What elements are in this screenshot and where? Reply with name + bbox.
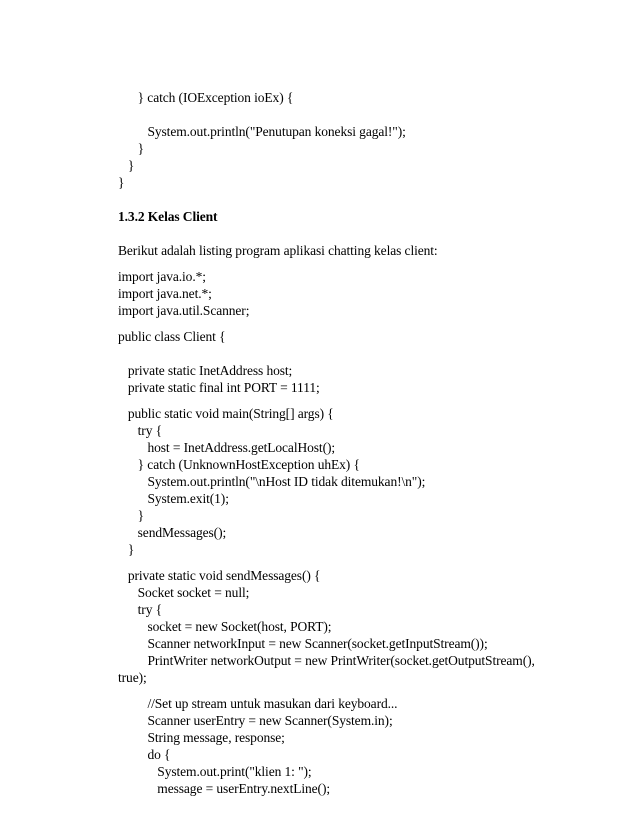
- code-line: private static void sendMessages() {: [118, 568, 321, 583]
- code-line: System.exit(1);: [118, 491, 229, 506]
- code-line: host = InetAddress.getLocalHost();: [118, 440, 336, 455]
- code-line: do {: [118, 747, 171, 762]
- code-line: } catch (UnknownHostException uhEx) {: [118, 457, 360, 472]
- code-line: Socket socket = null;: [118, 585, 250, 600]
- code-line: Scanner userEntry = new Scanner(System.in);: [118, 713, 393, 728]
- code-line: }: [118, 158, 135, 173]
- code-line: }: [118, 542, 135, 557]
- code-line: System.out.print("klien 1: ");: [118, 764, 312, 779]
- code-line: PrintWriter networkOutput = new PrintWriter(socket.getOutputStream(),: [118, 653, 535, 668]
- code-line: Scanner networkInput = new Scanner(socket.getInputStream());: [118, 636, 488, 651]
- code-line: }: [118, 141, 145, 156]
- code-line: try {: [118, 602, 163, 617]
- import-line: import java.io.*;: [118, 269, 206, 284]
- code-line: public static void main(String[] args) {: [118, 406, 334, 421]
- code-line: }: [118, 508, 145, 523]
- import-line: import java.util.Scanner;: [118, 303, 250, 318]
- code-line: socket = new Socket(host, PORT);: [118, 619, 332, 634]
- code-line: }: [118, 175, 125, 190]
- code-line: } catch (IOException ioEx) {: [118, 90, 294, 105]
- code-line: System.out.println("Penutupan koneksi gagal!");: [118, 124, 406, 139]
- code-line: sendMessages();: [118, 525, 227, 540]
- code-line: private static final int PORT = 1111;: [118, 380, 320, 395]
- code-line: System.out.println("\nHost ID tidak ditemukan!\n");: [118, 474, 426, 489]
- section-heading: 1.3.2 Kelas Client: [118, 209, 218, 224]
- code-line: private static InetAddress host;: [118, 363, 293, 378]
- code-line: true);: [118, 670, 147, 685]
- code-line: public class Client {: [118, 329, 226, 344]
- code-line: try {: [118, 423, 163, 438]
- code-line: message = userEntry.nextLine();: [118, 781, 331, 796]
- intro-paragraph: Berikut adalah listing program aplikasi chatting kelas client:: [118, 243, 438, 258]
- import-line: import java.net.*;: [118, 286, 212, 301]
- code-line: String message, response;: [118, 730, 285, 745]
- code-line: //Set up stream untuk masukan dari keyboard...: [118, 696, 398, 711]
